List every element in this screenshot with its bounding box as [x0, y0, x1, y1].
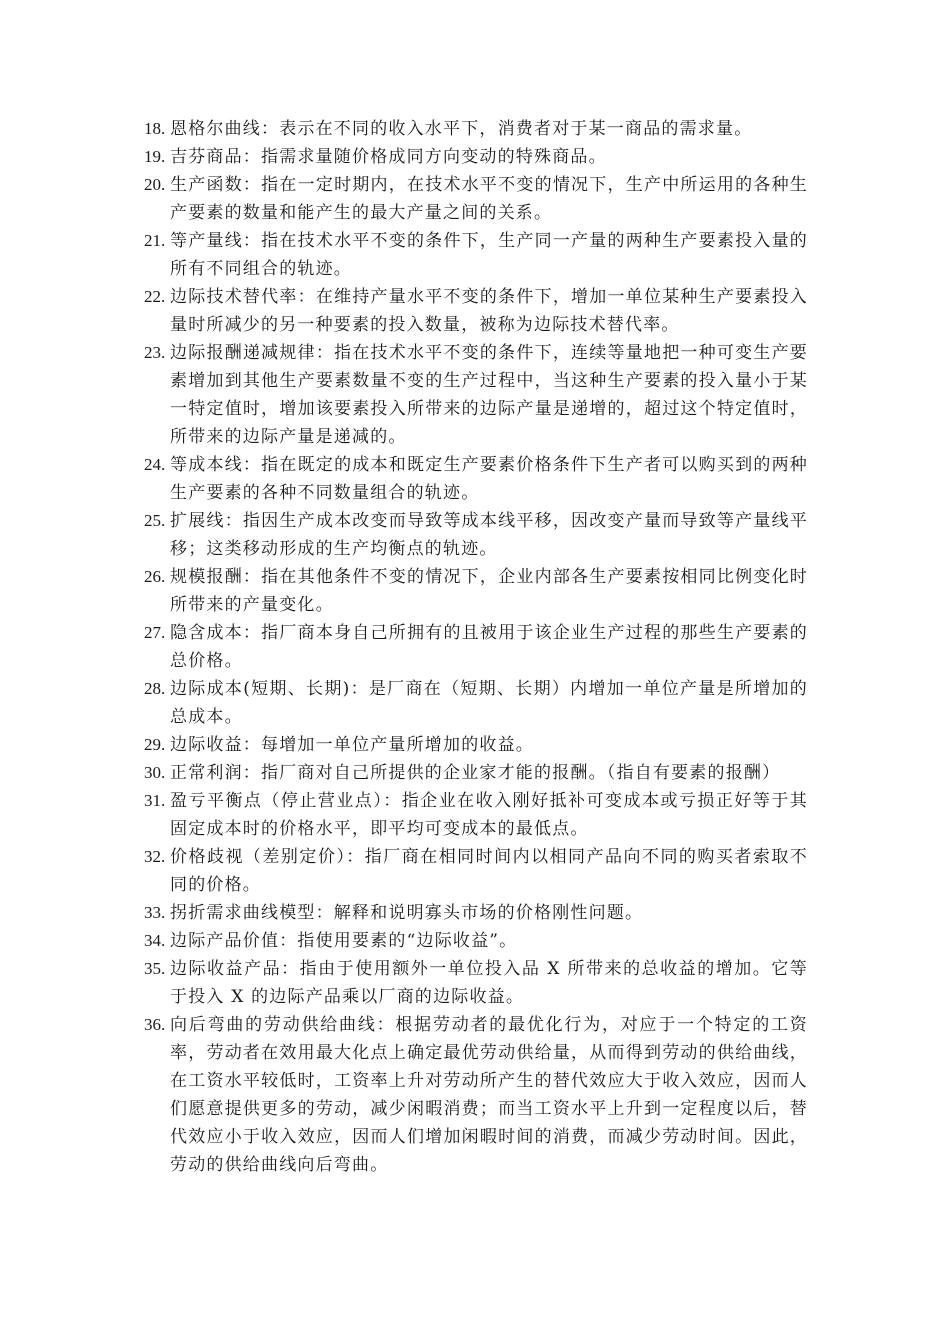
item-number: 29.	[144, 735, 166, 754]
definition-item	[144, 759, 808, 787]
item-number: 35.	[144, 959, 166, 978]
item-text: 边际技术替代率：在维持产量水平不变的条件下，增加一单位某种生产要素投入量时所减少的另一种要素的投入数量，被称为边际技术替代率。	[170, 287, 808, 335]
item-number: 20.	[144, 175, 166, 194]
item-text: 吉芬商品：指需求量随价格成同方向变动的特殊商品。	[170, 147, 607, 167]
item-text: 生产函数：指在一定时期内，在技术水平不变的情况下，生产中所运用的各种生产要素的数量和能产生的最大产量之间的关系。	[170, 175, 808, 223]
item-number: 19.	[144, 147, 166, 166]
item-number: 27.	[144, 623, 166, 642]
definition-item	[144, 675, 808, 731]
definition-item	[144, 619, 808, 675]
item-text: 边际收益：每增加一单位产量所增加的收益。	[170, 735, 534, 755]
definition-list	[144, 115, 808, 1179]
definition-item	[144, 115, 808, 143]
item-number: 25.	[144, 511, 166, 530]
item-number: 32.	[144, 847, 166, 866]
item-number: 24.	[144, 455, 166, 474]
definition-item	[144, 507, 808, 563]
item-text: 隐含成本：指厂商本身自己所拥有的且被用于该企业生产过程的那些生产要素的总价格。	[170, 623, 808, 671]
item-text: 正常利润：指厂商对自己所提供的企业家才能的报酬。（指自有要素的报酬）	[170, 763, 781, 783]
item-number: 26.	[144, 567, 166, 586]
item-text: 等成本线：指在既定的成本和既定生产要素价格条件下生产者可以购买到的两种生产要素的各种不同数量组合的轨迹。	[170, 455, 808, 503]
definition-item	[144, 927, 808, 955]
item-number: 33.	[144, 903, 166, 922]
definition-item	[144, 731, 808, 759]
item-number: 23.	[144, 343, 166, 362]
definition-item	[144, 787, 808, 843]
item-text: 边际报酬递减规律：指在技术水平不变的条件下，连续等量地把一种可变生产要素增加到其他生产要素数量不变的生产过程中，当这种生产要素的投入量小于某一特定值时，增加该要素投入所带来的边际产量是递增的，超过这个特定值时，所带来的边际产量是递减的。	[170, 343, 808, 447]
item-number: 22.	[144, 287, 166, 306]
item-number: 34.	[144, 931, 166, 950]
item-number: 36.	[144, 1015, 166, 1034]
definition-item	[144, 339, 808, 451]
item-number: 28.	[144, 679, 166, 698]
definition-item	[144, 227, 808, 283]
item-text: 扩展线：指因生产成本改变而导致等成本线平移，因改变产量而导致等产量线平移；这类移动形成的生产均衡点的轨迹。	[170, 511, 808, 559]
item-text: 边际产品价值：指使用要素的“边际收益”。	[170, 931, 518, 951]
definition-item	[144, 451, 808, 507]
item-text: 恩格尔曲线：表示在不同的收入水平下，消费者对于某一商品的需求量。	[170, 119, 753, 139]
definition-item	[144, 955, 808, 1011]
item-number: 18.	[144, 119, 166, 138]
item-text: 拐折需求曲线模型：解释和说明寡头市场的价格刚性问题。	[170, 903, 644, 923]
item-number: 30.	[144, 763, 166, 782]
item-text: 价格歧视（差别定价）：指厂商在相同时间内以相同产品向不同的购买者索取不同的价格。	[170, 847, 808, 895]
item-text: 边际成本(短期、长期)：是厂商在（短期、长期）内增加一单位产量是所增加的总成本。	[170, 679, 808, 727]
definition-item	[144, 171, 808, 227]
item-number: 21.	[144, 231, 166, 250]
item-text: 规模报酬：指在其他条件不变的情况下，企业内部各生产要素按相同比例变化时所带来的产量变化。	[170, 567, 808, 615]
item-text: 盈亏平衡点（停止营业点）：指企业在收入刚好抵补可变成本或亏损正好等于其固定成本时的价格水平，即平均可变成本的最低点。	[170, 791, 808, 839]
definition-item	[144, 143, 808, 171]
item-text: 向后弯曲的劳动供给曲线：根据劳动者的最优化行为，对应于一个特定的工资率，劳动者在效用最大化点上确定最优劳动供给量，从而得到劳动的供给曲线，在工资水平较低时，工资率上升对劳动所产生的替代效应大于收入效应，因而人们愿意提供更多的劳动，减少闲暇消费；而当工资水平上升到一定程度以后，替代效应小于收入效应，因而人们增加闲暇时间的消费，而减少劳动时间。因此，劳动的供给曲线向后弯曲。	[170, 1015, 808, 1175]
item-number: 31.	[144, 791, 166, 810]
definition-item	[144, 283, 808, 339]
definition-item	[144, 843, 808, 899]
item-text: 边际收益产品：指由于使用额外一单位投入品 X 所带来的总收益的增加。它等于投入 X 的边际产品乘以厂商的边际收益。	[170, 959, 808, 1007]
definition-item	[144, 899, 808, 927]
item-text: 等产量线：指在技术水平不变的条件下，生产同一产量的两种生产要素投入量的所有不同组合的轨迹。	[170, 231, 808, 279]
definition-item	[144, 563, 808, 619]
definition-item	[144, 1011, 808, 1179]
